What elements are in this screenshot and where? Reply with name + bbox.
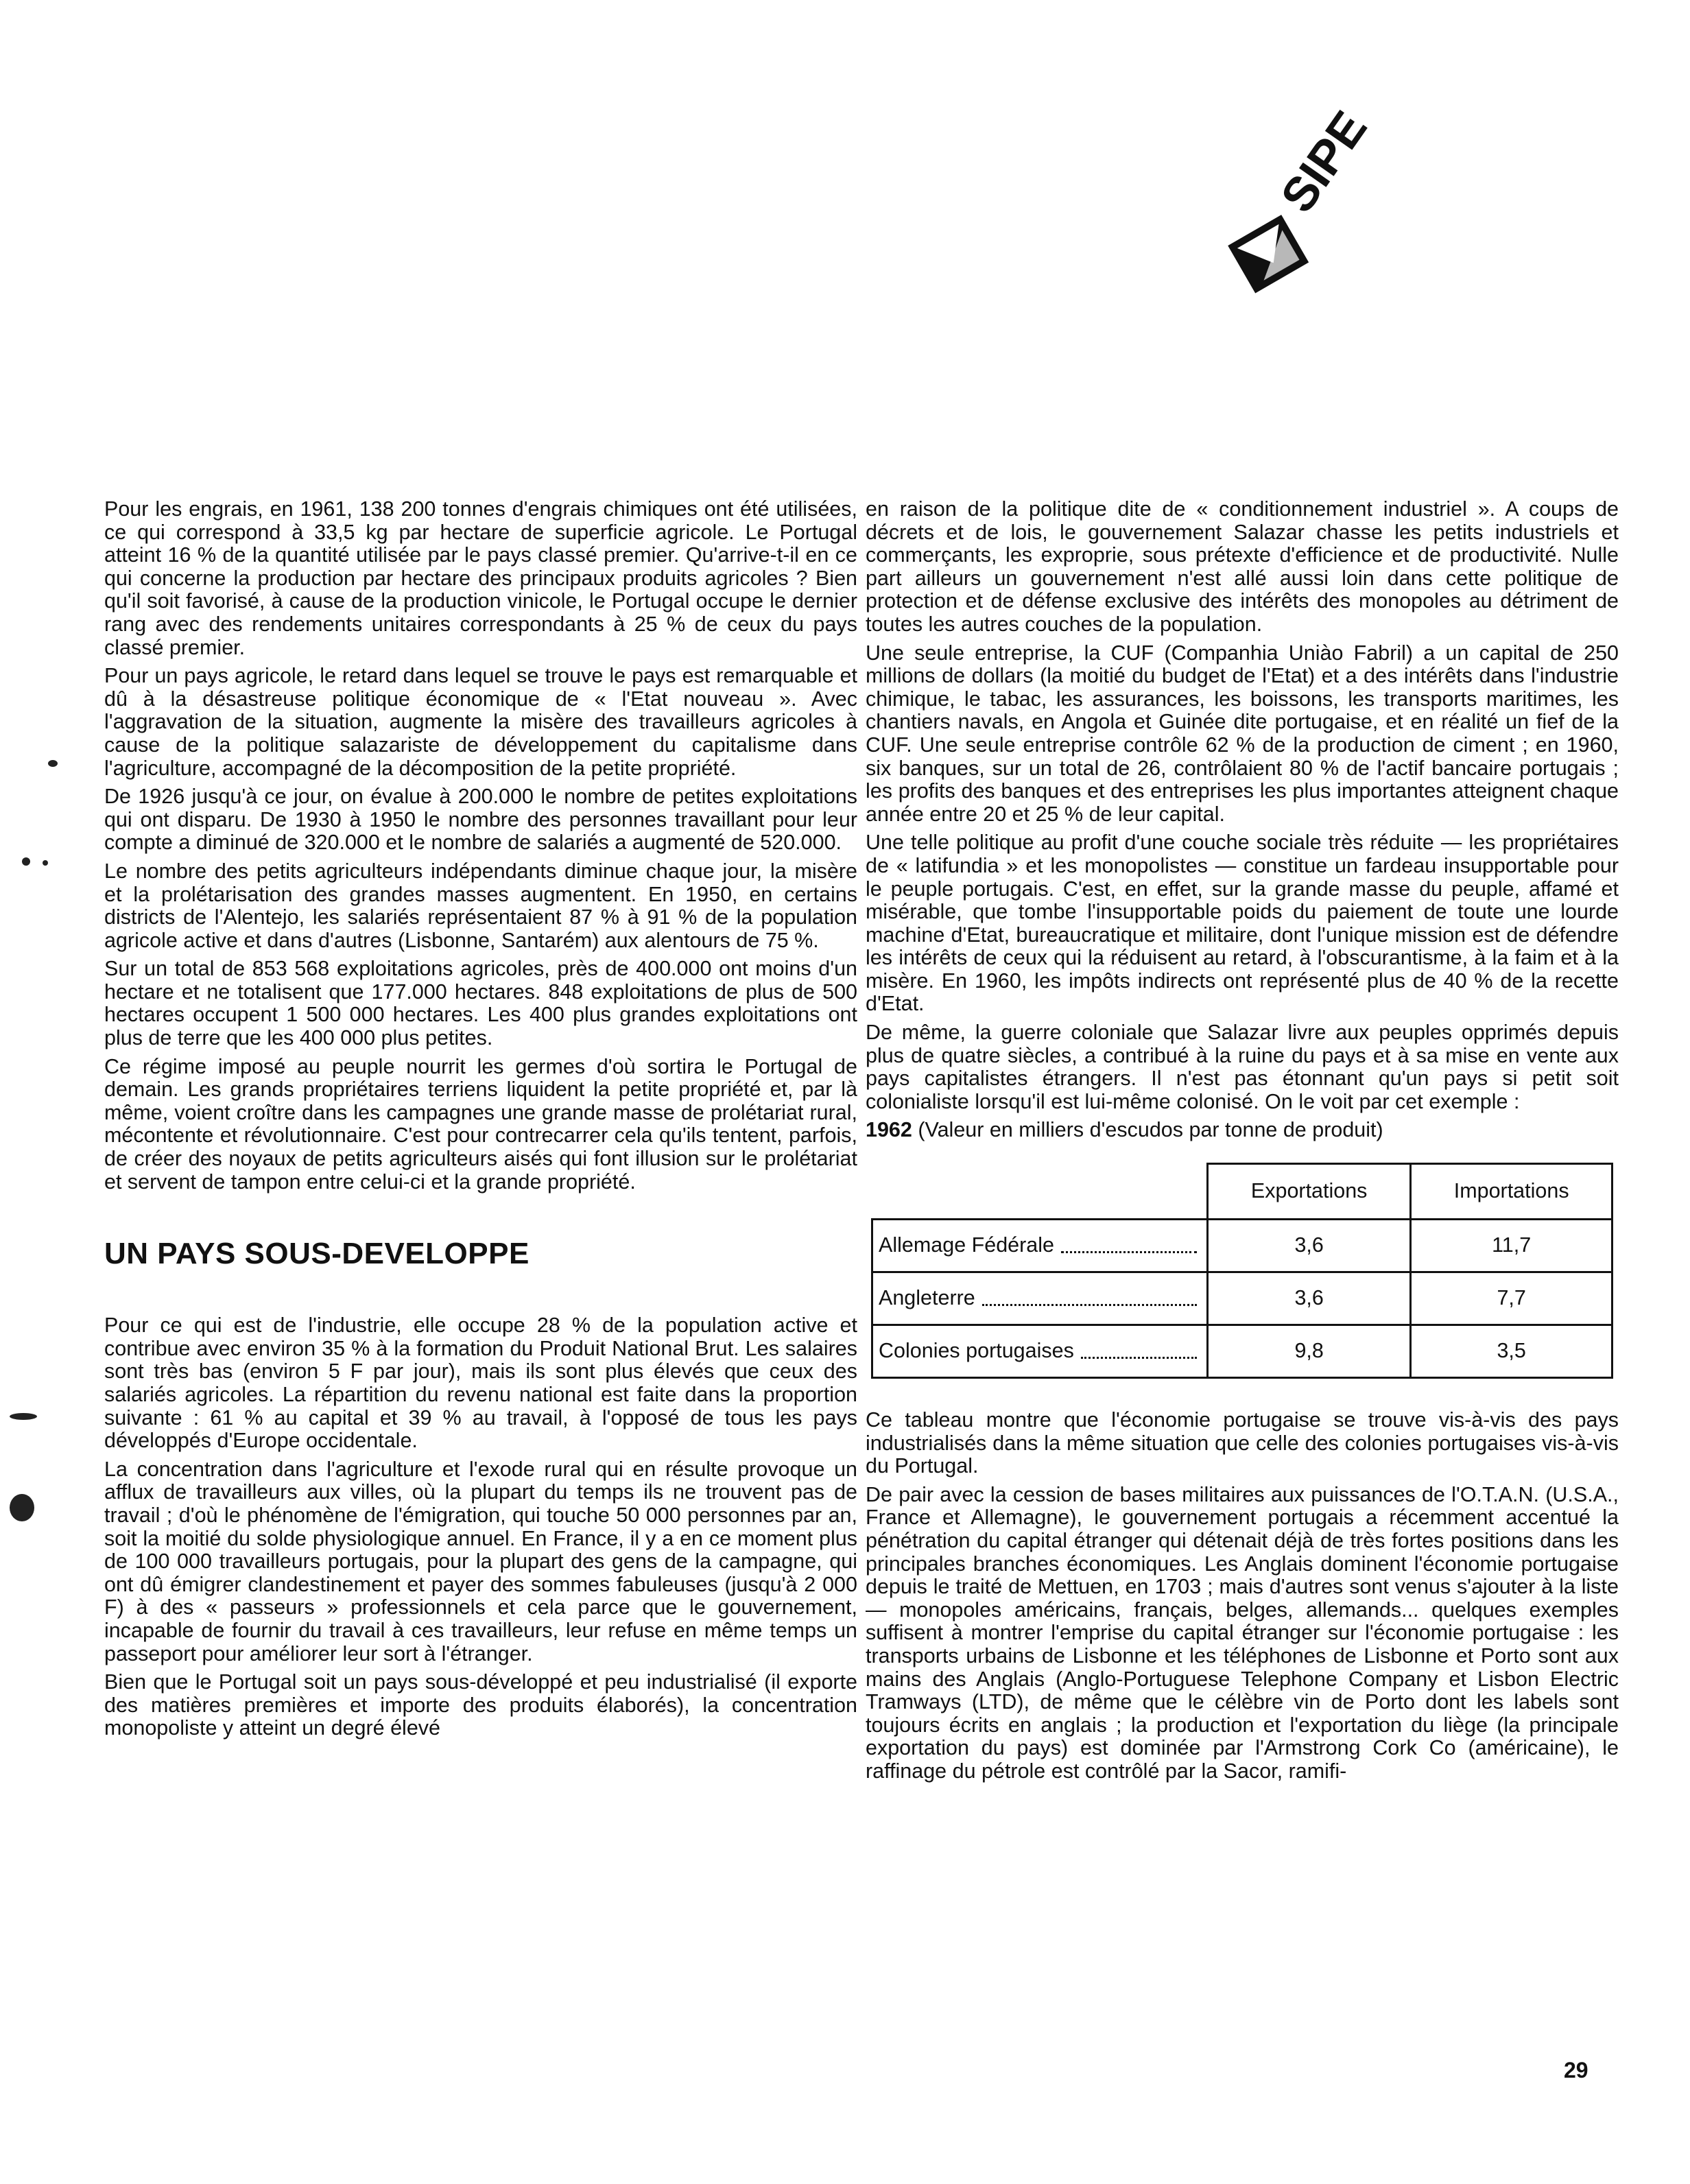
paragraph: De 1926 jusqu'à ce jour, on évalue à 200.000 le nombre de petites exploitations qui ont disparu. De 1930 à 1950 le nombre des personnes travaillant pour leur compte a diminué de 320.000 et le nombre de salariés a augmenté de 520.000. bbox=[104, 785, 857, 855]
table-cell-country bbox=[872, 1325, 1208, 1378]
table-cell-country bbox=[872, 1220, 1208, 1272]
section-heading: UN PAYS SOUS-DEVELOPPE bbox=[104, 1237, 529, 1271]
paragraph: Pour un pays agricole, le retard dans lequel se trouve le pays est remarquable et dû à la désastreuse politique économique de « l'Etat nouveau ». Avec l'aggravation de la situation, augmente la misère des travailleurs agricoles à cause de la politique salazariste de développement du capitalisme dans l'agriculture, accompagné de la décomposition de la petite propriété. bbox=[104, 664, 857, 780]
table-caption bbox=[866, 1119, 1619, 1142]
caption-text: (Valeur en milliers d'escudos par tonne de produit) bbox=[918, 1118, 1383, 1142]
table-cell-country bbox=[872, 1272, 1208, 1325]
dot-leader bbox=[1061, 1239, 1197, 1253]
country-name: Allemage Fédérale bbox=[879, 1233, 1055, 1257]
paragraph: Ce régime imposé au peuple nourrit les germes d'où sortira le Portugal de demain. Les grands propriétaires terriens liquident la petite propriété et, par là même, voient croître dans les campagnes une grande masse de prolétariat rural, mécontente et révolutionnaire. C'est pour contrecarrer cela qu'ils tentent, parfois, de créer des noyaux de petits agriculteurs aisés qui font illusion sur le prolétariat et servent de tampon entre celui-ci et la grande propriété. bbox=[104, 1054, 857, 1194]
scan-speck bbox=[10, 1413, 37, 1420]
paragraph: Le nombre des petits agriculteurs indépendants diminue chaque jour, la misère et la prolétarisation des grandes masses augmentent. En 1950, en certains districts de l'Alentejo, les salariés représentaient 87 % à 91 % de la population agricole active et dans d'autres (Lisbonne, Santarém) aux alentours de 75 %. bbox=[104, 859, 857, 952]
table-row bbox=[872, 1220, 1612, 1272]
table-row bbox=[872, 1272, 1612, 1325]
paragraph: Pour ce qui est de l'industrie, elle occupe 28 % de la population active et contribue avec environ 35 % à la formation du Produit National Brut. Les salaires sont très bas (environ 5 F par jour), mais ils sont plus élevés que ceux des salariés agricoles. La répartition du revenu national est faite dans la proportion suivante : 61 % au capital et 39 % au travail, à l'opposé de tous les pays développés d'Europe occidentale. bbox=[104, 1314, 857, 1453]
paragraph: Une seule entreprise, la CUF (Companhia Uniào Fabril) a un capital de 250 millions de dollars (la moitié du budget de l'Etat) et a des intérêts dans l'industrie chimique, le tabac, les assurances, les boissons, les transports maritimes, les chantiers navals, en Angola et Guinée dite portugaise, et en réalité un fief de la CUF. Une seule entreprise contrôle 62 % de la production de ciment ; en 1960, six banques, sur un total de 26, contrôlaient 80 % de l'actif bancaire portugais ; les profits des banques et des entreprises les plus importantes atteignent chaque année entre 20 et 25 % de leur capital. bbox=[866, 641, 1619, 826]
dot-leader bbox=[1081, 1344, 1197, 1359]
paragraph: La concentration dans l'agriculture et l'exode rural qui en résulte provoque un afflux de travailleurs aux villes, où la plupart du temps ils ne trouvent pas de travail ; d'où le phénomène de l'émigration, qui touche 50 000 personnes par an, soit la moitié du solde physiologique annuel. En France, il y a en ce moment plus de 100 000 travailleurs portugais, pour la plupart des gens de la campagne, qui ont dû émigrer clandestinement et payer des sommes fabuleuses (jusqu'à 2 000 F) à des « passeurs » professionnels et cela parce que le gouvernement, incapable de fournir du travail à ces travailleurs, leur refuse en même temps un passeport pour améliorer leur sort à l'étranger. bbox=[104, 1457, 857, 1665]
table-cell: 11,7 bbox=[1411, 1220, 1612, 1272]
paragraph: Sur un total de 853 568 exploitations agricoles, près de 400.000 ont moins d'un hectare et ne totalisent que 177.000 hectares. 848 exploitations de plus de 500 hectares occupent 1 500 000 hectares. Les 400 plus grandes exploitations ont plus de terre que les 400 000 plus petites. bbox=[104, 957, 857, 1050]
paragraph: Une telle politique au profit d'une couche sociale très réduite — les propriétaires de « latifundia » et les monopolistes — constitue un fardeau insupportable pour le peuple portugais. C'est, en effet, sur la grande masse du peuple, affamé et misérable, que tombe l'insupportable poids du paiement de toute une lourde machine d'Etat, bureaucratique et militaire, dont l'unique mission est de défendre les intérêts de ceux qui la réduisent au retard, à l'obscurantisme, à la faim et à la misère. En 1960, les impôts indirects ont représenté plus de 40 % de la recette d'Etat. bbox=[866, 831, 1619, 1016]
paragraph: Bien que le Portugal soit un pays sous-développé et peu industrialisé (il exporte des matières premières et importe des produits élaborés), la concentration monopoliste y atteint un degré élevé bbox=[104, 1670, 857, 1740]
scan-speck bbox=[48, 760, 58, 767]
table-cell: 7,7 bbox=[1411, 1272, 1612, 1325]
country-name: Angleterre bbox=[879, 1286, 975, 1310]
table-header-row bbox=[872, 1164, 1612, 1220]
paragraph: De même, la guerre coloniale que Salazar livre aux peuples opprimés depuis plus de quatre siècles, a contribué à la ruine du pays et à sa mise en vente aux pays capitalistes étrangers. Il n'est pas étonnant qu'un pays si petit soit colonialiste lorsqu'il est lui-même colonisé. On le voit par cet exemple : bbox=[866, 1021, 1619, 1113]
table-cell: 9,8 bbox=[1208, 1325, 1411, 1378]
table-header: Exportations bbox=[1208, 1164, 1411, 1220]
table-cell: 3,6 bbox=[1208, 1272, 1411, 1325]
dot-leader bbox=[982, 1292, 1197, 1306]
scan-speck bbox=[10, 1494, 34, 1521]
table-cell: 3,6 bbox=[1208, 1220, 1411, 1272]
right-column bbox=[866, 498, 1619, 1789]
paragraph: Ce tableau montre que l'économie portugaise se trouve vis-à-vis des pays industrialisés dans la même situation que celle des colonies portugaises vis-à-vis du Portugal. bbox=[866, 1408, 1619, 1478]
scan-speck bbox=[22, 857, 30, 866]
table-header: Importations bbox=[1411, 1164, 1612, 1220]
sipe-logo-icon bbox=[1207, 102, 1377, 295]
table-row bbox=[872, 1325, 1612, 1378]
trade-table bbox=[871, 1163, 1613, 1379]
country-name: Colonies portugaises bbox=[879, 1339, 1074, 1363]
page-number: 29 bbox=[1564, 2058, 1588, 2082]
logo-text: SIPE bbox=[1270, 102, 1377, 222]
scan-speck bbox=[43, 860, 48, 866]
table-header-blank bbox=[872, 1164, 1208, 1220]
paragraph: en raison de la politique dite de « conditionnement industriel ». A coups de décrets et de lois, le gouvernement Salazar chasse les petits industriels et commerçants, les exproprie, sous prétexte d'efficience et de productivité. Nulle part ailleurs un gouvernement n'est allé aussi loin dans cette politique de protection et de défense exclusive des intérêts des monopoles au détriment de toutes les autres couches de la population. bbox=[866, 497, 1619, 636]
caption-year: 1962 bbox=[866, 1118, 912, 1142]
paragraph: Pour les engrais, en 1961, 138 200 tonnes d'engrais chimiques ont été utilisées, ce qui correspond à 33,5 kg par hectare de superficie agricole. Le Portugal atteint 16 % de la quantité utilisée par le pays classé premier. Qu'arrive-t-il en ce qui concerne la production par hectare des principaux produits agricoles ? Bien qu'il soit favorisé, à cause de la production vinicole, le Portugal occupe le dernier rang avec des rendements unitaires correspondants à 25 % de ceux du pays classé premier. bbox=[104, 497, 857, 659]
left-column bbox=[104, 498, 857, 1746]
table-cell: 3,5 bbox=[1411, 1325, 1612, 1378]
paragraph: De pair avec la cession de bases militaires aux puissances de l'O.T.A.N. (U.S.A., France et Allemagne), le gouvernement portugais a récemment accentué la pénétration du capital étranger qui détenait déjà de très fortes positions dans les principales branches économiques. Les Anglais dominent l'économie portugaise depuis le traité de Mettuen, en 1703 ; mais d'autres sont venus s'ajouter à la liste — monopoles américains, français, belges, allemands... quelques exemples suffisent à montrer l'emprise du capital étranger sur l'économie portugaise : les transports urbains de Lisbonne et les téléphones de Lisbonne et Porto sont aux mains des Anglais (Anglo-Portuguese Telephone Company et Lisbon Electric Tramways (LTD), de même que le célèbre vin de Porto dont les labels sont toujours écrits en anglais ; la production et l'exportation du liège (la principale exportation du pays) est dominée par l'Armstrong Cork Co (américaine), le raffinage du pétrole est contrôlé par la Sacor, ramifi- bbox=[866, 1482, 1619, 1783]
